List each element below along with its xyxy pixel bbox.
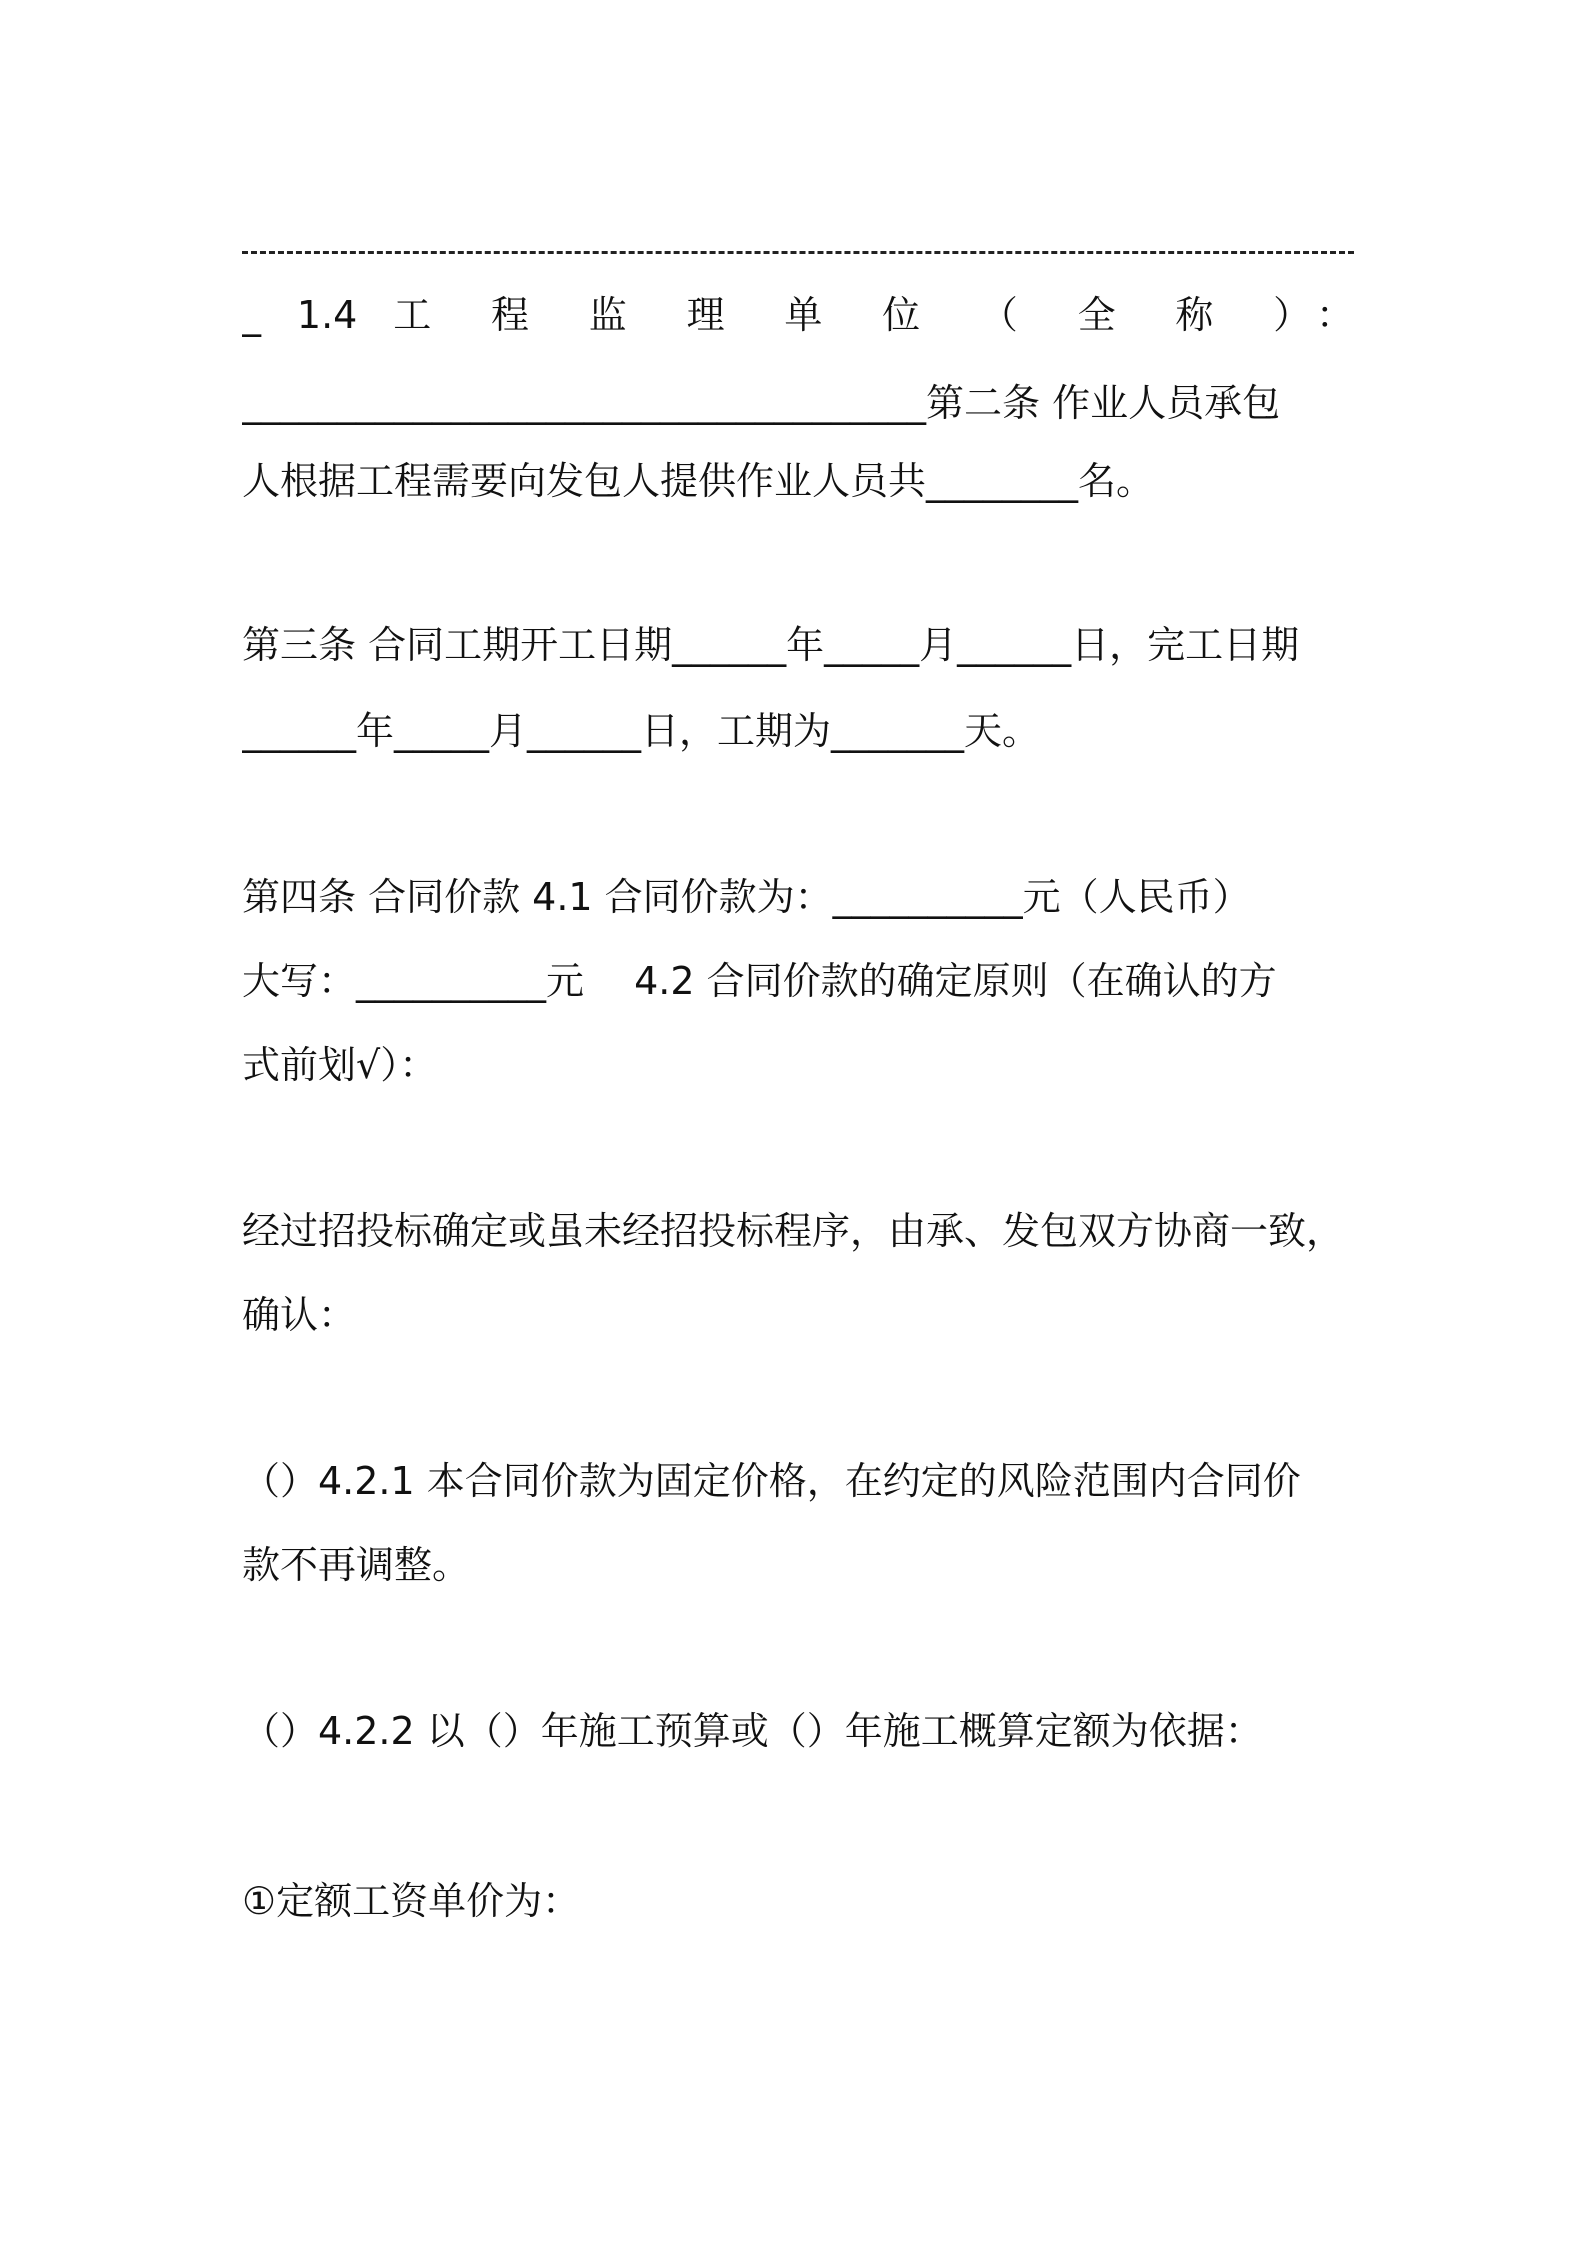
article-3-line-2: ______年_____月______日，工期为_______天。	[242, 709, 1041, 753]
article-4-line-2: 大写：__________元 4.2 合同价款的确定原则（在确认的方	[242, 959, 1277, 1003]
article-4-line-3: 式前划√）：	[242, 1043, 438, 1087]
bidding-paragraph-line-2: 确认：	[242, 1293, 357, 1337]
article-4-line-1: 第四条 合同价款 4.1 合同价款为：__________元（人民币）	[242, 875, 1251, 919]
article-2-line-2: 人根据工程需要向发包人提供作业人员共________名。	[242, 459, 1155, 503]
clause-4-2-2-line: （）4.2.2 以（）年施工预算或（）年施工概算定额为依据：	[242, 1709, 1263, 1753]
clause-4-2-1-line-1: （）4.2.1 本合同价款为固定价格，在约定的风险范围内合同价	[242, 1459, 1301, 1503]
supervision-unit-line: _ 1.4 工 程 监 理 单 位 （ 全 称 ）：	[242, 293, 1354, 337]
article-2-line-1: ____________________________________第二条 作业人员承包	[242, 381, 1281, 425]
bidding-paragraph-line-1: 经过招投标确定或虽未经招投标程序，由承、发包双方协商一致，	[242, 1209, 1345, 1253]
clause-4-2-1-line-2: 款不再调整。	[242, 1543, 471, 1587]
wage-unit-price-line: ①定额工资单价为：	[242, 1879, 581, 1923]
top-blank-rule	[242, 251, 1354, 254]
article-3-line-1: 第三条 合同工期开工日期______年_____月______日，完工日期	[242, 623, 1300, 667]
